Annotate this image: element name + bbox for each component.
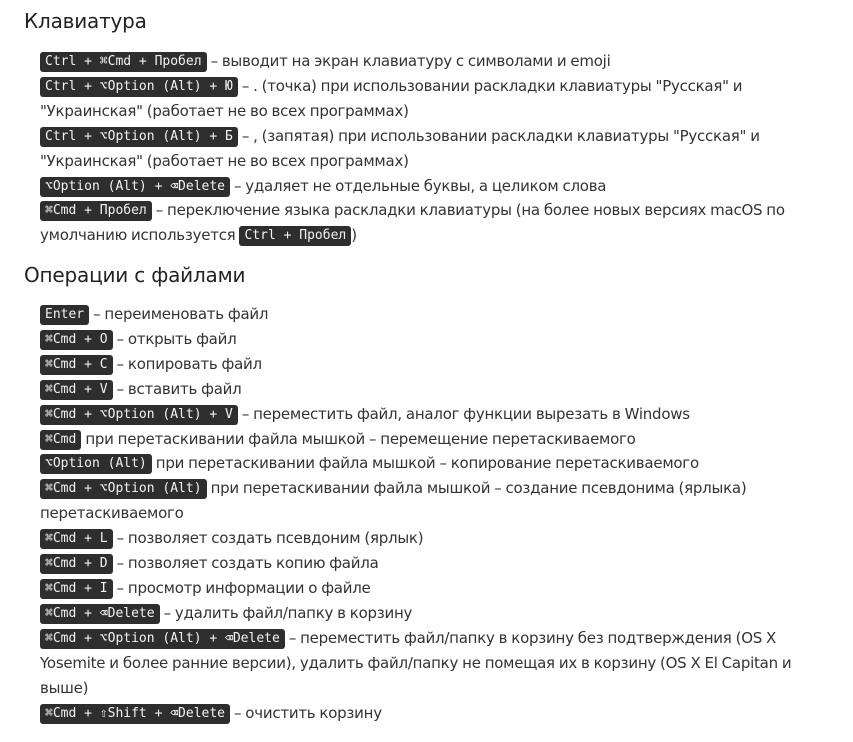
key-combination: Ctrl + ⌥Option (Alt) + Ю <box>40 77 238 97</box>
key-combination: ⌘Cmd + ⌥Option (Alt) + V <box>40 405 238 425</box>
key-combination: ⌘Cmd <box>40 430 81 450</box>
shortcut-item <box>40 626 830 701</box>
shortcut-item <box>40 198 830 248</box>
shortcut-description: – очистить корзину <box>230 703 382 722</box>
shortcut-description: – . (точка) при использовании раскладки клавиатуры "Русская" и "Украинская" (работает не во всех программах) <box>40 76 743 120</box>
key-combination: Enter <box>40 305 89 325</box>
shortcut-item <box>40 551 830 576</box>
key-combination: ⌘Cmd + ⌥Option (Alt) + ⌫Delete <box>40 629 285 649</box>
shortcut-item <box>40 377 830 402</box>
keyboard-shortcut-list <box>40 49 830 248</box>
shortcut-item <box>40 601 830 626</box>
key-combination-inline: Ctrl + Пробел <box>239 226 351 246</box>
shortcut-description: – позволяет создать копию файла <box>112 554 379 573</box>
shortcut-description: – позволяет создать псевдоним (ярлык) <box>112 529 424 548</box>
key-combination: ⌘Cmd + L <box>40 529 113 549</box>
section-heading-keyboard: Клавиатура <box>24 9 147 33</box>
key-combination: ⌘Cmd + ⇧Shift + ⌫Delete <box>40 704 230 724</box>
shortcut-description: – переключение языка раскладки клавиатуры (на более новых версиях macOS по умолчанию используется <box>40 201 785 245</box>
key-combination: ⌥Option (Alt) + ⌫Delete <box>40 177 230 197</box>
shortcut-description: при перетаскивании файла мышкой – перемещение перетаскиваемого <box>81 429 636 448</box>
shortcut-description: при перетаскивании файла мышкой – создание псевдонима (ярлыка) перетаскиваемого <box>40 479 747 523</box>
key-combination: Ctrl + ⌥Option (Alt) + Б <box>40 127 238 147</box>
shortcut-description: – переименовать файл <box>89 305 269 323</box>
shortcut-item <box>40 427 830 452</box>
shortcut-item <box>40 476 830 526</box>
shortcut-description: – просмотр информации о файле <box>112 578 371 597</box>
shortcut-item <box>40 124 830 174</box>
shortcut-item <box>40 174 830 199</box>
shortcut-item <box>40 451 830 476</box>
shortcut-item <box>40 74 830 124</box>
shortcut-description: – переместить файл, аналог функции вырезать в Windows <box>237 404 690 423</box>
shortcut-description: – , (запятая) при использовании раскладки клавиатуры "Русская" и "Украинская" (работает не во всех программах) <box>40 126 760 170</box>
shortcut-item <box>40 49 830 74</box>
shortcut-description: – открыть файл <box>112 329 237 348</box>
key-combination: ⌘Cmd + V <box>40 380 113 400</box>
shortcut-item <box>40 701 830 726</box>
key-combination: ⌘Cmd + Пробел <box>40 201 152 221</box>
shortcut-item <box>40 327 830 352</box>
shortcut-description: – копировать файл <box>112 354 262 373</box>
shortcut-item <box>40 402 830 427</box>
section-heading-file-operations: Операции с файлами <box>24 263 246 287</box>
key-combination: Ctrl + ⌘Cmd + Пробел <box>40 52 207 72</box>
shortcut-item <box>40 576 830 601</box>
key-combination: ⌥Option (Alt) <box>40 454 152 474</box>
key-combination: ⌘Cmd + ⌥Option (Alt) <box>40 479 207 499</box>
file-shortcut-list <box>40 302 830 725</box>
key-combination: ⌘Cmd + O <box>40 330 113 350</box>
shortcut-description: – выводит на экран клавиатуру с символами и emoji <box>206 52 611 70</box>
key-combination: ⌘Cmd + D <box>40 554 113 574</box>
shortcut-description: при перетаскивании файла мышкой – копирование перетаскиваемого <box>151 454 699 473</box>
shortcut-description: – удаляет не отдельные буквы, а целиком слова <box>230 176 607 195</box>
key-combination: ⌘Cmd + I <box>40 579 113 599</box>
shortcut-description: – вставить файл <box>112 379 242 398</box>
key-combination: ⌘Cmd + ⌫Delete <box>40 604 160 624</box>
shortcut-item <box>40 352 830 377</box>
shortcut-item <box>40 526 830 551</box>
shortcut-description: – переместить файл/папку в корзину без подтверждения (OS X Yosemite и более ранние версии), удалить файл/папку не помещая их в корзину (OS X El Capitan и выше) <box>40 628 792 697</box>
key-combination: ⌘Cmd + C <box>40 355 113 375</box>
shortcut-description-end: ) <box>351 226 357 245</box>
shortcut-description: – удалить файл/папку в корзину <box>159 603 413 622</box>
shortcut-item <box>40 302 830 327</box>
